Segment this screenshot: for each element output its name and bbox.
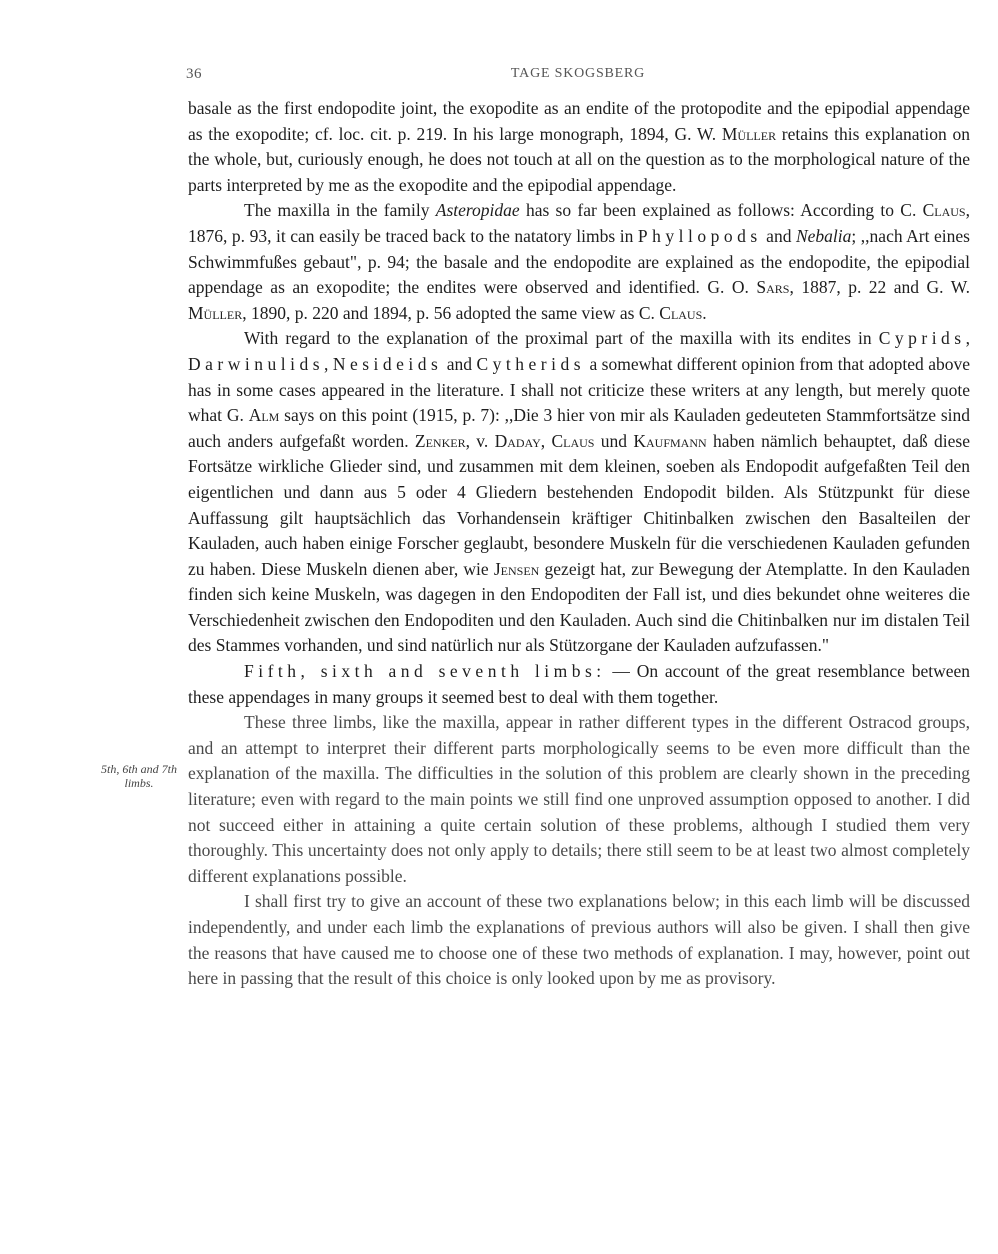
p3-text-d: , v. xyxy=(465,430,495,451)
paragraph-5: These three limbs, like the maxilla, appear in rather different types in the different Ostracod groups, and an attempt to interpret their different parts morphologically seems to be even more difficult than the explanation of the maxilla. The difficulties in the solution of this problem are clearly shown in the preceding literature; even with regard to the main points we still find one unproved assumption opposed to another. I did not succeed either in attaining a quite certain solution of these problems, although I studied them very thoroughly. This uncertainty does not only apply to details; there still seem to be at least two almost completely different explanations possible. xyxy=(188,712,970,886)
margin-note: 5th, 6th and 7th limbs. xyxy=(100,762,177,790)
author-sars: Sars xyxy=(756,277,790,298)
p2-text-e: ; ,,nach Art eines Schwimmfußes gebaut", p. 94; the basale and the endopodite are explained as the endopodite, the epipodial appendage as an exopodite; the endites were observed and identified. G. O. xyxy=(188,225,970,298)
paragraph-2 xyxy=(188,198,970,326)
running-title: TAGE SKOGSBERG xyxy=(510,66,646,81)
taxon-cytherids: Cytherids xyxy=(476,353,586,374)
paragraph-4 xyxy=(188,659,970,710)
author-zenker: Zenker xyxy=(414,430,466,451)
section-heading-limbs: Fifth, sixth and seventh limbs: xyxy=(244,661,606,682)
body-text xyxy=(188,96,970,992)
taxon-asteropidae: Asteropidae xyxy=(435,200,520,221)
p3-text-e: , xyxy=(540,430,552,451)
p4-text-a: — On account of the great resemblance between these appendages in many groups it seemed best to deal with them together. xyxy=(188,661,970,707)
p3-text-g: haben nämlich behauptet, daß diese Fortsätze wirkliche Glieder sind, und zusammen mit dem kleinen, soeben als Endopodit aufgefaßten Teil den eigentlichen und dann aus 5 oder 4 Gliedern bestehenden Endopodit bilden. Als Stützpunkt für diese Auffassung gilt hauptsächlich das Vorhandensein kräftiger Chitinbalken zwischen den Basalteilen der Kauladen, auch haben einige Forscher geglaubt, besondere Muskeln für die verschiedenen Kauladen gefunden zu haben. Diese Muskeln dienen aber, wie xyxy=(188,430,971,579)
p3-text-h: gezeigt hat, zur Bewegung der Atemplatte. In den Kauladen finden sich keine Muskeln, was dagegen in den Endopoditen der Fall ist, und dies bekundet ohne weiteres die Verschiedenheit zwischen den Endopoditen und den Kauladen. Auch sind die Chitinbalken nur im distalen Teil des Stammes vorhanden, und sind natürlich nur als Stützorgane der Kauladen aufzufassen." xyxy=(188,558,970,656)
p2-text-c: , 1876, p. 93, it can easily be traced back to the natatory limbs in xyxy=(188,200,970,246)
p3-and: and xyxy=(442,353,477,374)
p2-text-h: . xyxy=(702,302,707,323)
p2-text-f: , 1887, p. 22 and G. W. xyxy=(789,277,970,298)
p3-text-f: und xyxy=(594,430,634,451)
taxon-phyllopods: Phyllopods xyxy=(637,225,762,246)
author-muller: Müller xyxy=(721,123,777,144)
p3-text-c: says on this point (1915, p. 7): ,,Die 3 hier von mir als Kauladen gedeuteten Stammfortsätze sind auch anders aufgefaßt worden. xyxy=(188,405,970,451)
p3-text-b: a somewhat different opinion from that adopted above has in some cases appeared in the literature. I shall not criticize these writers at any length, but merely quote what G. xyxy=(188,353,970,426)
taxon-nebalia: Nebalia xyxy=(795,225,852,246)
author-alm: Alm xyxy=(248,405,280,426)
author-kaufmann: Kaufmann xyxy=(633,430,707,451)
p2-text-d: and xyxy=(761,225,796,246)
taxon-cyprids: Cyprids xyxy=(878,328,966,349)
author-jensen: Jensen xyxy=(493,558,540,579)
author-claus: Claus xyxy=(922,200,966,221)
author-muller-2: Müller xyxy=(188,302,243,323)
page-header xyxy=(186,66,970,88)
p3-sep-1: , xyxy=(965,328,970,349)
p3-text-a: With regard to the explanation of the proximal part of the maxilla with its endites in xyxy=(244,328,879,349)
paragraph-6: I shall first try to give an account of these two explanations below; in this each limb will be discussed independently, and under each limb the explanations of previous authors will also be given. I shall then give the reasons that have caused me to choose one of these two methods of explanation. I may, however, point out here in passing that the result of this choice is only looked upon by me as provisory. xyxy=(188,891,970,989)
p2-text-a: The maxilla in the family xyxy=(244,200,436,221)
paragraph-1-text-a: basale as the first endopodite joint, the exopodite as an endite of the protopodite and the epipodial appendage as the exopodite; cf. loc. cit. p. 219. In his large monograph, 1894, G. W. xyxy=(188,98,970,144)
author-claus-3: Claus xyxy=(551,430,595,451)
taxon-darwinulids: Darwinulids xyxy=(188,353,325,374)
paragraph-3 xyxy=(188,326,970,659)
author-claus-2: Claus xyxy=(659,302,703,323)
p3-sep-2: , xyxy=(324,353,333,374)
author-daday: Daday xyxy=(494,430,541,451)
taxon-nesideids: Nesideids xyxy=(332,353,443,374)
page-number: 36 xyxy=(186,66,202,82)
paragraph-1 xyxy=(188,96,970,198)
paragraph-1-text-b: retains this explanation on the whole, but, curiously enough, he does not touch at all on the question as to the morphological nature of the parts interpreted by me as the exopodite and the epipodial appendage. xyxy=(188,123,970,195)
p2-text-g: , 1890, p. 220 and 1894, p. 56 adopted the same view as C. xyxy=(242,302,660,323)
p2-text-b: has so far been explained as follows: According to C. xyxy=(519,200,923,221)
